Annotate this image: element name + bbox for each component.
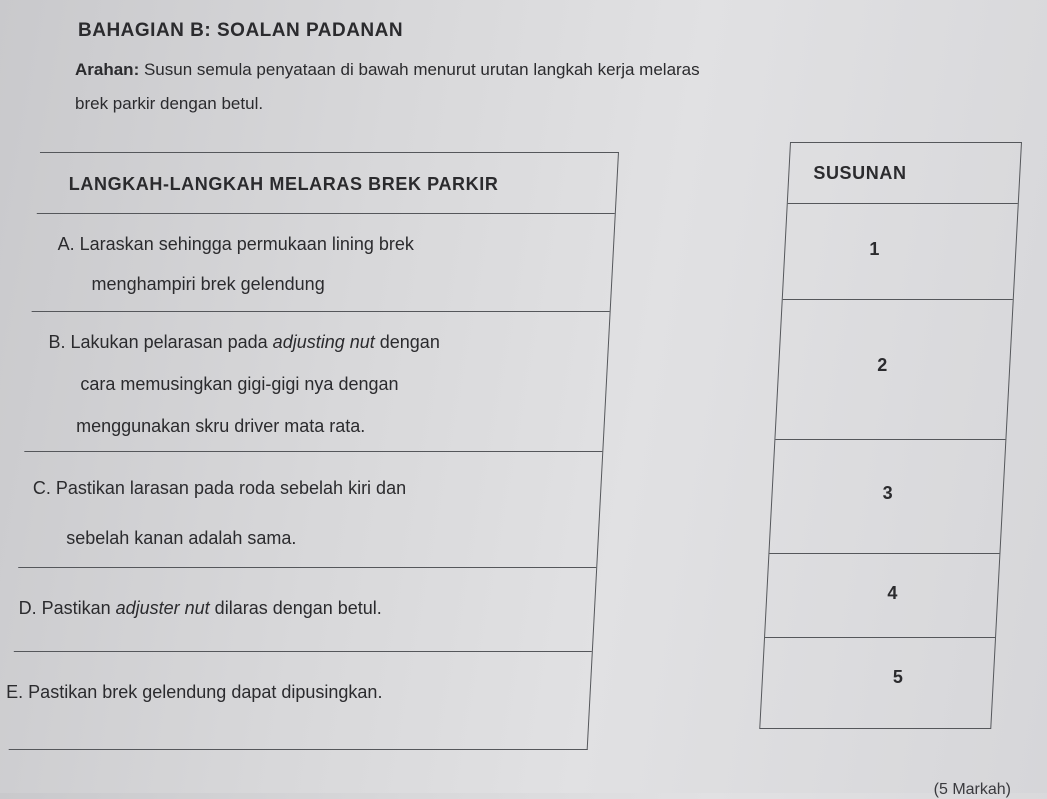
row-divider — [788, 203, 1018, 204]
order-number-1: 1 — [869, 239, 880, 259]
step-b-line-1 — [49, 333, 440, 351]
row-divider — [14, 651, 592, 652]
instruction-text: Susun semula penyataan di bawah menurut urutan langkah kerja melaras — [143, 60, 700, 79]
order-header: SUSUNAN — [813, 163, 907, 183]
row-divider — [769, 553, 999, 554]
order-number-2: 2 — [877, 355, 888, 375]
section-title: BAHAGIAN B: SOALAN PADANAN — [78, 20, 404, 41]
instruction-line-2: brek parkir dengan betul. — [75, 94, 264, 113]
step-c-line-1: C. Pastikan larasan pada roda sebelah kiri dan — [32, 478, 407, 498]
order-number-5: 5 — [892, 667, 903, 687]
steps-table — [6, 152, 619, 750]
row-divider — [18, 567, 596, 568]
step-b-line-3: menggunakan skru driver mata rata. — [76, 416, 366, 436]
step-b-text-2: dengan — [374, 332, 440, 352]
step-b-italic: adjusting nut — [272, 332, 375, 352]
instruction-label: Arahan: — [75, 60, 140, 79]
step-b-text-1: B. Lakukan pelarasan pada — [48, 332, 273, 352]
step-a-line-2: menghampiri brek gelendung — [91, 274, 325, 294]
order-table — [759, 142, 1022, 729]
step-b-line-2: cara memusingkan gigi-gigi nya dengan — [80, 374, 399, 394]
step-d-line — [19, 599, 382, 617]
row-divider — [32, 311, 610, 312]
row-divider — [37, 213, 615, 214]
step-d-text-2: dilaras dengan betul. — [209, 598, 382, 618]
step-d-italic: adjuster nut — [115, 598, 210, 618]
row-divider — [765, 637, 995, 638]
step-a-line-1: A. Laraskan sehingga permukaan lining brek — [57, 234, 414, 254]
row-divider — [783, 299, 1013, 300]
marks-label: (5 Markah) — [933, 781, 1011, 798]
step-c-line-2: sebelah kanan adalah sama. — [66, 528, 297, 548]
row-divider — [775, 439, 1005, 440]
order-number-4: 4 — [887, 583, 898, 603]
row-divider — [24, 451, 602, 452]
step-d-text-1: D. Pastikan — [18, 598, 116, 618]
order-number-3: 3 — [882, 483, 893, 503]
steps-header: LANGKAH-LANGKAH MELARAS BREK PARKIR — [68, 174, 499, 194]
step-e-line: E. Pastikan brek gelendung dapat dipusingkan. — [6, 682, 383, 702]
instruction-line-1 — [75, 60, 700, 80]
